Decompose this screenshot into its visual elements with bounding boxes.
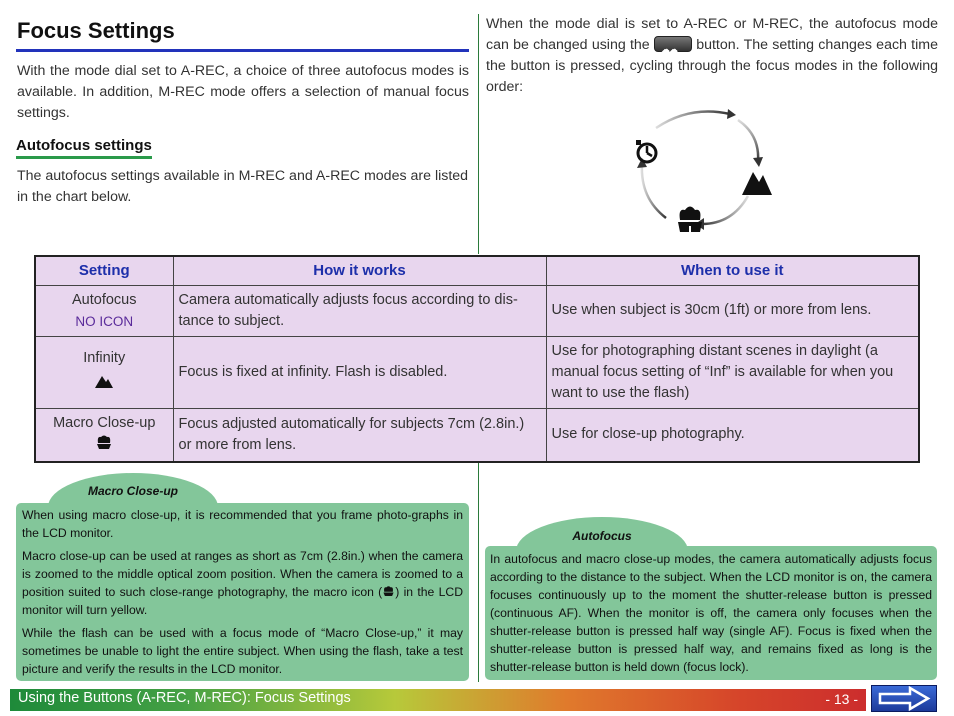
table-row xyxy=(35,336,919,408)
flower-icon xyxy=(95,434,113,450)
title-rule xyxy=(16,49,469,52)
next-page-button[interactable] xyxy=(871,685,937,712)
self-timer-icon xyxy=(636,140,656,162)
macro-note-title: Macro Close-up xyxy=(87,484,178,498)
setting-cell xyxy=(35,285,173,336)
af-note-title: Autofocus xyxy=(572,529,632,543)
when-cell: Use when subject is 30cm (1ft) or more from lens. xyxy=(546,285,919,336)
right-intro-before: When the mode dial is set to A-REC or M-REC, the autofocus mode can be changed using the xyxy=(486,16,938,53)
footer-bar xyxy=(10,689,866,711)
when-cell: Use for close-up photography. xyxy=(546,408,919,462)
setting-cell xyxy=(35,408,173,462)
cycle-arrowhead xyxy=(727,109,736,119)
setting-cell xyxy=(35,336,173,408)
section-paragraph: The autofocus settings available in M-REC and A-REC modes are listed in the chart below. xyxy=(17,168,469,205)
how-cell: Focus is fixed at infinity. Flash is disabled. xyxy=(173,336,546,408)
how-cell: Focus adjusted automatically for subjects 7cm (2.8in.) or more from lens. xyxy=(173,408,546,462)
header-setting: Setting xyxy=(35,256,173,285)
focus-settings-table xyxy=(34,255,920,463)
header-when: When to use it xyxy=(546,256,919,285)
af-note-text: In autofocus and macro close-up modes, the camera automatically adjusts focus according to the distance to the subject. When the LCD monitor is on, the camera focuses continuously up to the moment the shutter-release button is pressed (continuous AF). When the monitor is off, the camera only focuses when the shutter-release button is pressed half way (single AF). Focus is fixed when the shutter-release button is pressed half way, and remains fixed as long is the shutter-release button is held down (focus lock). xyxy=(490,552,932,674)
macro-flower-icon xyxy=(678,207,702,235)
column-divider xyxy=(478,14,479,254)
table-row xyxy=(35,285,919,336)
cycle-arrowhead xyxy=(753,157,763,167)
focus-button-glyph: ☁☁ xyxy=(660,44,677,54)
setting-name: Macro Close-up xyxy=(53,414,156,431)
page-number: - 13 - xyxy=(825,691,858,707)
cycle-arrow xyxy=(642,164,666,218)
macro-icon xyxy=(382,585,395,597)
no-icon-label: NO ICON xyxy=(75,313,134,329)
macro-note-box xyxy=(16,503,469,681)
cycle-arrow xyxy=(656,111,730,128)
macro-note-p3: While the flash can be used with a focus mode of “Macro Close-up,” it may sometimes be unable to light the entire subject. When using the flash, take a test picture and verify the results in the LCD monitor. xyxy=(22,626,463,676)
macro-note-p2 xyxy=(22,547,463,619)
right-intro-paragraph xyxy=(486,14,938,98)
infinity-mountain-icon xyxy=(742,172,772,195)
table-header-row xyxy=(35,256,919,285)
how-cell: Camera automatically adjusts focus according to dis-tance to subject. xyxy=(173,285,546,336)
section-heading: Autofocus settings xyxy=(16,137,152,159)
macro-note-p1: When using macro close-up, it is recommended that you frame photo-graphs in the LCD monitor. xyxy=(22,508,463,540)
macro-note-tab xyxy=(48,473,218,507)
arrow-right-icon xyxy=(872,686,936,711)
header-how: How it works xyxy=(173,256,546,285)
column-divider xyxy=(478,460,479,682)
when-cell: Use for photographing distant scenes in daylight (a manual focus setting of “Inf” is available for when you want to use the flash) xyxy=(546,336,919,408)
cycle-arrow xyxy=(702,196,748,224)
page-title: Focus Settings xyxy=(17,18,175,43)
setting-name: Autofocus xyxy=(72,291,137,308)
focus-button-icon xyxy=(654,36,692,52)
mountain-icon xyxy=(94,373,114,389)
right-intro-after: button. The setting changes each time the button is pressed, cycling through the focus modes in the following order: xyxy=(486,37,938,95)
footer-label: Using the Buttons (A-REC, M-REC): Focus Settings xyxy=(18,690,351,706)
macro-note-p2-end: ) in the LCD monitor will turn yellow. xyxy=(22,585,464,617)
cycle-arrow xyxy=(738,120,758,162)
macro-note-p2-text: Macro close-up can be used at ranges as short as 7cm (2.8in.) when the camera is zoomed to the middle optical zoom position. When the camera is zoomed to a position suited to such close-range photography, the macro icon ( xyxy=(22,549,463,599)
setting-name: Infinity xyxy=(83,350,126,366)
focus-cycle-diagram xyxy=(620,100,780,245)
intro-paragraph: With the mode dial set to A-REC, a choice of three autofocus modes is available. In addition, M-REC mode offers a selection of manual focus settings. xyxy=(17,63,469,121)
af-note-box xyxy=(485,546,937,680)
table-row xyxy=(35,408,919,462)
